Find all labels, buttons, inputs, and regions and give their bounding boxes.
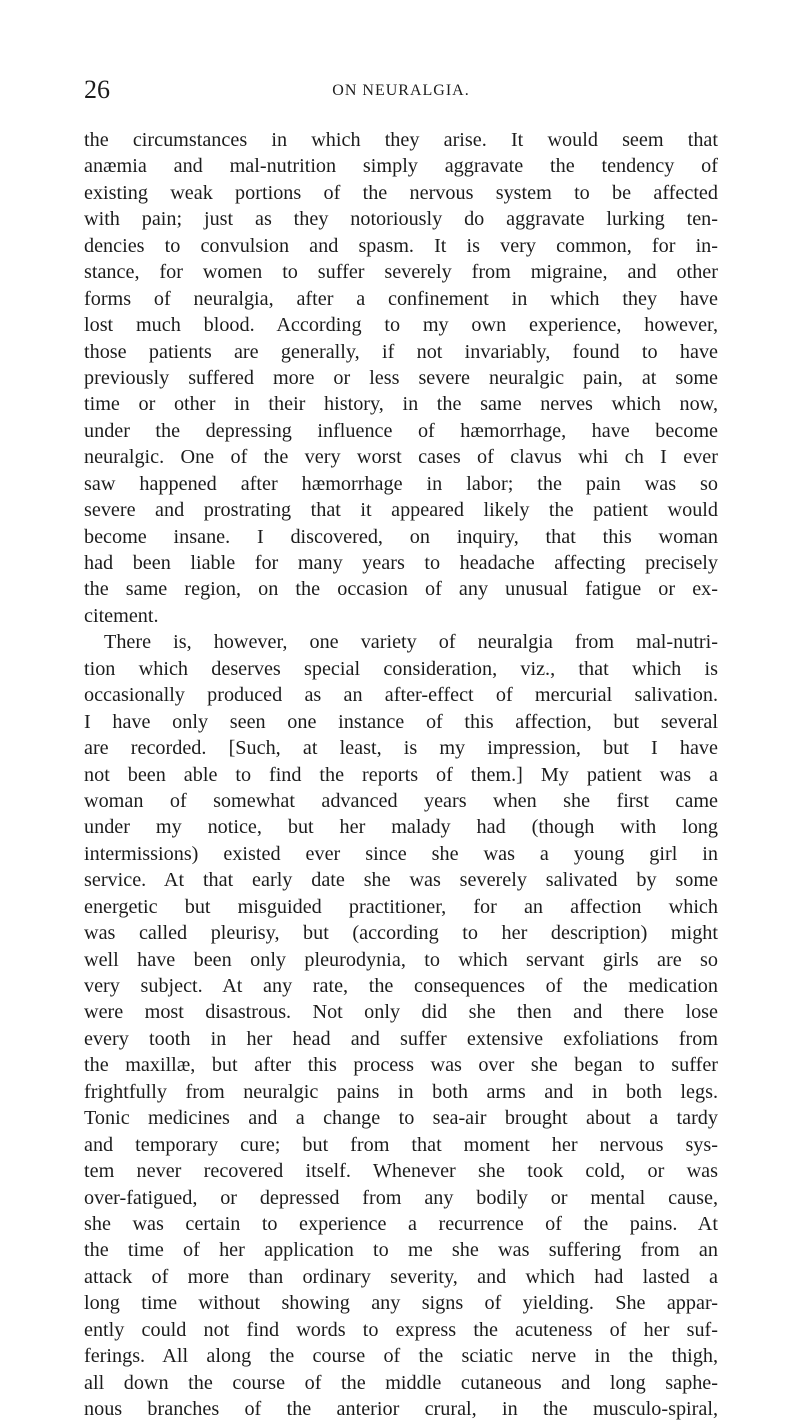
text-line: very subject. At any rate, the consequences of the medication (84, 975, 718, 997)
body-text (84, 127, 718, 1422)
text-line: woman of somewhat advanced years when she first came (84, 789, 718, 812)
text-line: tem never recovered itself. Whenever she took cold, or was (84, 1160, 718, 1183)
text-line: intermissions) existed ever since she was a young girl in (84, 842, 718, 865)
text-line: Tonic medicines and a change to sea-air brought about a tardy (84, 1107, 718, 1130)
text-line: well have been only pleurodynia, to which servant girls are so (84, 948, 718, 971)
text-line: the circumstances in which they arise. It would seem that (84, 129, 718, 151)
text-line: occasionally produced as an after-effect of mercurial salivation. (84, 684, 718, 707)
text-line: lost much blood. According to my own experience, however, (84, 314, 718, 337)
text-line: long time without showing any signs of yielding. She appar- (84, 1292, 718, 1315)
text-line: with pain; just as they notoriously do aggravate lurking ten- (84, 208, 718, 231)
text-line: neuralgic. One of the very worst cases of clavus whi ch I ever (84, 446, 718, 469)
text-line: attack of more than ordinary severity, and which had lasted a (84, 1265, 718, 1288)
text-line: every tooth in her head and suffer extensive exfoliations from (84, 1027, 718, 1050)
running-title: ON NEURALGIA. (332, 82, 470, 99)
text-line: severe and prostrating that it appeared likely the patient would (84, 499, 718, 522)
text-line: previously suffered more or less severe neuralgic pain, at some (84, 366, 718, 389)
text-line: she was certain to experience a recurrence of the pains. At (84, 1212, 718, 1235)
text-line: existing weak portions of the nervous system to be affected (84, 181, 718, 204)
text-line: ferings. All along the course of the sciatic nerve in the thigh, (84, 1345, 718, 1368)
text-line: were most disastrous. Not only did she then and there lose (84, 1001, 718, 1024)
text-line: not been able to find the reports of them.] My patient was a (84, 763, 718, 786)
text-line: service. At that early date she was severely salivated by some (84, 869, 718, 892)
text-line: time or other in their history, in the same nerves which now, (84, 393, 718, 416)
text-line: tion which deserves special consideration, viz., that which is (84, 657, 718, 680)
text-line: forms of neuralgia, after a confinement in which they have (84, 287, 718, 310)
text-line: stance, for women to suffer severely from migraine, and other (84, 261, 718, 284)
text-line: under the depressing influence of hæmorrhage, have become (84, 419, 718, 442)
text-line: under my notice, but her malady had (though with long (84, 816, 718, 839)
text-line: are recorded. [Such, at least, is my impression, but I have (84, 737, 718, 760)
text-line: ently could not find words to express the acuteness of her suf- (84, 1318, 718, 1341)
text-line: the maxillæ, but after this process was over she began to suffer (84, 1054, 718, 1077)
text-line: saw happened after hæmorrhage in labor; the pain was so (84, 472, 718, 495)
text-line: those patients are generally, if not invariably, found to have (84, 340, 718, 363)
text-line: the time of her application to me she was suffering from an (84, 1239, 718, 1262)
text-line: energetic but misguided practitioner, for an affection which (84, 895, 718, 918)
text-line: dencies to convulsion and spasm. It is very common, for in- (84, 234, 718, 257)
text-line: was called pleurisy, but (according to her description) might (84, 922, 718, 945)
text-line: over-fatigued, or depressed from any bodily or mental cause, (84, 1186, 718, 1209)
text-line: nous branches of the anterior crural, in the musculo-spiral, (84, 1398, 718, 1420)
text-line: become insane. I discovered, on inquiry, that this woman (84, 525, 718, 548)
text-line: frightfully from neuralgic pains in both arms and in both legs. (84, 1080, 718, 1103)
text-line: the same region, on the occasion of any unusual fatigue or ex- (84, 578, 718, 601)
text-line: I have only seen one instance of this affection, but several (84, 710, 718, 733)
text-line: had been liable for many years to headache affecting precisely (84, 552, 718, 574)
text-line: anæmia and mal-nutrition simply aggravate the tendency of (84, 155, 718, 178)
text-line: and temporary cure; but from that moment her nervous sys- (84, 1133, 718, 1156)
text-line: all down the course of the middle cutaneous and long saphe- (84, 1371, 718, 1394)
text-line: citement. (84, 604, 159, 627)
page-number: 26 (84, 75, 110, 104)
text-line: There is, however, one variety of neuralgia from mal-nutri- (104, 631, 718, 654)
running-head (84, 76, 718, 104)
